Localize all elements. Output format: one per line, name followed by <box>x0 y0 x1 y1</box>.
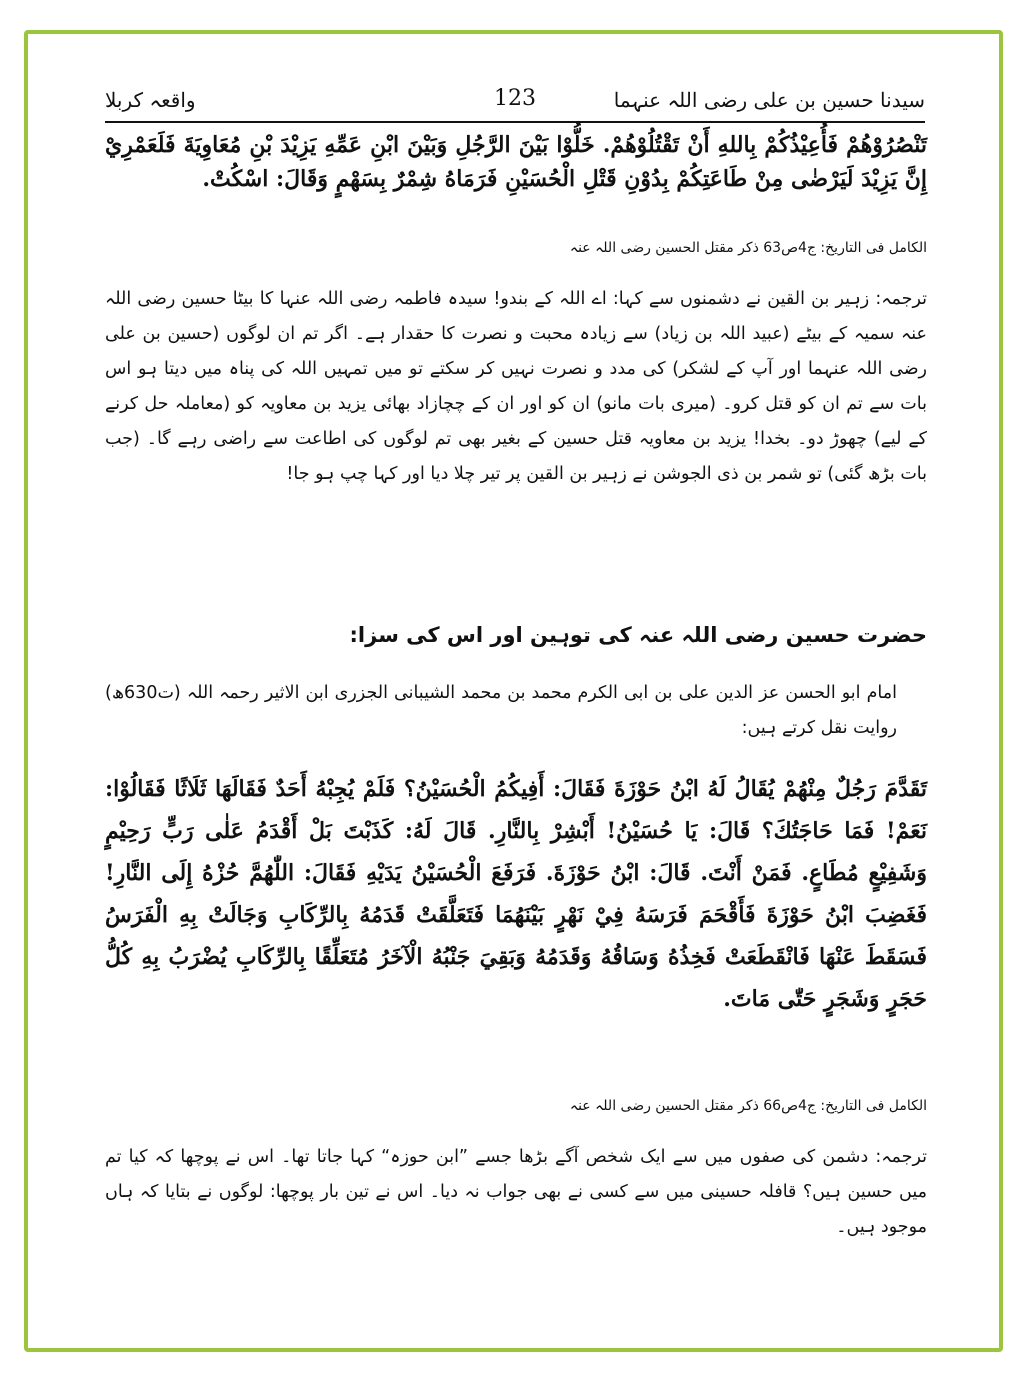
reference-2: الکامل فی التاریخ: ج4ص66 ذکر مقتل الحسین رضی اللہ عنہ <box>569 1098 927 1114</box>
header-rule <box>105 121 925 123</box>
translation-text: دشمن کی صفوں میں سے ایک شخص آگے بڑھا جسے ”ابن حوزہ“ کہا جاتا تھا۔ اس نے پوچھا کہ کیا تم میں حسین ہیں؟ قافلہ حسینی میں سے کسی نے بھی جواب نہ دیا۔ اس نے تین بار پوچھا: لوگوں نے بتایا کہ ہاں موجود ہیں۔ <box>105 1147 927 1237</box>
header-chapter-title: واقعہ کربلا <box>105 88 196 112</box>
translation-label: ترجمہ: <box>875 289 927 309</box>
running-header <box>105 88 925 120</box>
translation-1 <box>105 282 927 492</box>
header-book-title: سیدنا حسین بن علی رضی اللہ عنہما <box>613 88 925 112</box>
reference-1: الکامل فی التاریخ: ج4ص63 ذکر مقتل الحسین رضی اللہ عنہ <box>569 240 927 256</box>
translation-label: ترجمہ: <box>875 1147 927 1167</box>
narration-intro: امام ابو الحسن عز الدین علی بن ابی الکرم محمد بن محمد الشیبانی الجزری ابن الاثیر رحمہ اللہ (ت630ھ) روایت نقل کرتے ہیں: <box>105 683 897 738</box>
section-heading: حضرت حسین رضی اللہ عنہ کی توہین اور اس کی سزا: <box>349 623 927 647</box>
translation-2 <box>105 1140 927 1245</box>
arabic-quote-1: تَنْصُرُوْهُمْ فَأُعِيْذُكُمْ بِاللهِ أَنْ تَقْتُلُوْهُمْ. خَلُّوْا بَيْنَ الرَّجُلِ وَبَيْنَ ابْنِ عَمِّهِ يَزِيْدَ بْنِ مُعَاوِيَةَ فَلَعَمْرِيْ إِنَّ يَزِيْدَ لَيَرْضٰى مِنْ طَاعَتِكُمْ بِدُوْنِ قَتْلِ الْحُسَيْنِ فَرَمَاهُ شِمْرٌ بِسَهْمٍ وَقَالَ: اسْكُتْ. <box>105 132 927 192</box>
translation-text: زہیر بن القین نے دشمنوں سے کہا: اے اللہ کے بندو! سیدہ فاطمہ رضی اللہ عنہا کا بیٹا حسین رضی اللہ عنہ سمیہ کے بیٹے (عبید اللہ بن زیاد) سے زیادہ محبت و نصرت کا حقدار ہے۔ اگر تم ان لوگوں (حسین بن علی رضی اللہ عنہما اور آپ کے لشکر) کی مدد و نصرت نہیں کر سکتے تو میں تمہیں اللہ کی پناہ میں دیتا ہو اس بات سے تم ان کو قتل کرو۔ (میری بات مانو) ان کو اور ان کے چچازاد بھائی یزید بن معاویہ کو (معاملہ حل کرنے کے لیے) چھوڑ دو۔ بخدا! یزید بن معاویہ قتل حسین کے بغیر بھی تم لوگوں کی اطاعت سے راضی رہے گا۔ (جب بات بڑھ گئی) تو شمر بن ذی الجوشن نے زہیر بن القین پر تیر چلا دیا اور کہا چپ ہو جا! <box>105 289 927 484</box>
arabic-quote-2: تَقَدَّمَ رَجُلٌ مِنْهُمْ يُقَالُ لَهُ ابْنُ حَوْزَةَ فَقَالَ: أَفِيكُمُ الْحُسَيْنُ؟ فَلَمْ يُجِبْهُ أَحَدٌ فَقَالَهَا ثَلَاثًا فَقَالُوْا: نَعَمْ! فَمَا حَاجَتُكَ؟ قَالَ: يَا حُسَيْنُ! أَبْشِرْ بِالنَّارِ. قَالَ لَهُ: كَذَبْتَ بَلْ أَقْدَمُ عَلٰى رَبٍّ رَحِيْمٍ وَشَفِيْعٍ مُطَاعٍ. فَمَنْ أَنْتَ. قَالَ: ابْنُ حَوْزَةَ. فَرَفَعَ الْحُسَيْنُ يَدَيْهِ فَقَالَ: اللّٰهُمَّ حُزْهُ إِلَى النَّارِ! فَغَضِبَ ابْنُ حَوْزَةَ فَأَقْحَمَ فَرَسَهُ فِيْ نَهْرٍ بَيْنَهُمَا فَتَعَلَّقَتْ قَدَمُهُ بِالرِّكَابِ وَجَالَتْ بِهِ الْفَرَسُ فَسَقَطَ عَنْهَا فَانْقَطَعَتْ فَخِذُهُ وَسَاقُهُ وَقَدَمُهُ وَبَقِيَ جَنْبُهُ الْآخَرُ مُتَعَلِّقًا بِالرِّكَابِ يُضْرَبُ بِهِ كُلُّ حَجَرٍ وَشَجَرٍ حَتّٰى مَاتَ. <box>105 776 927 1012</box>
page-number: 123 <box>494 86 536 111</box>
